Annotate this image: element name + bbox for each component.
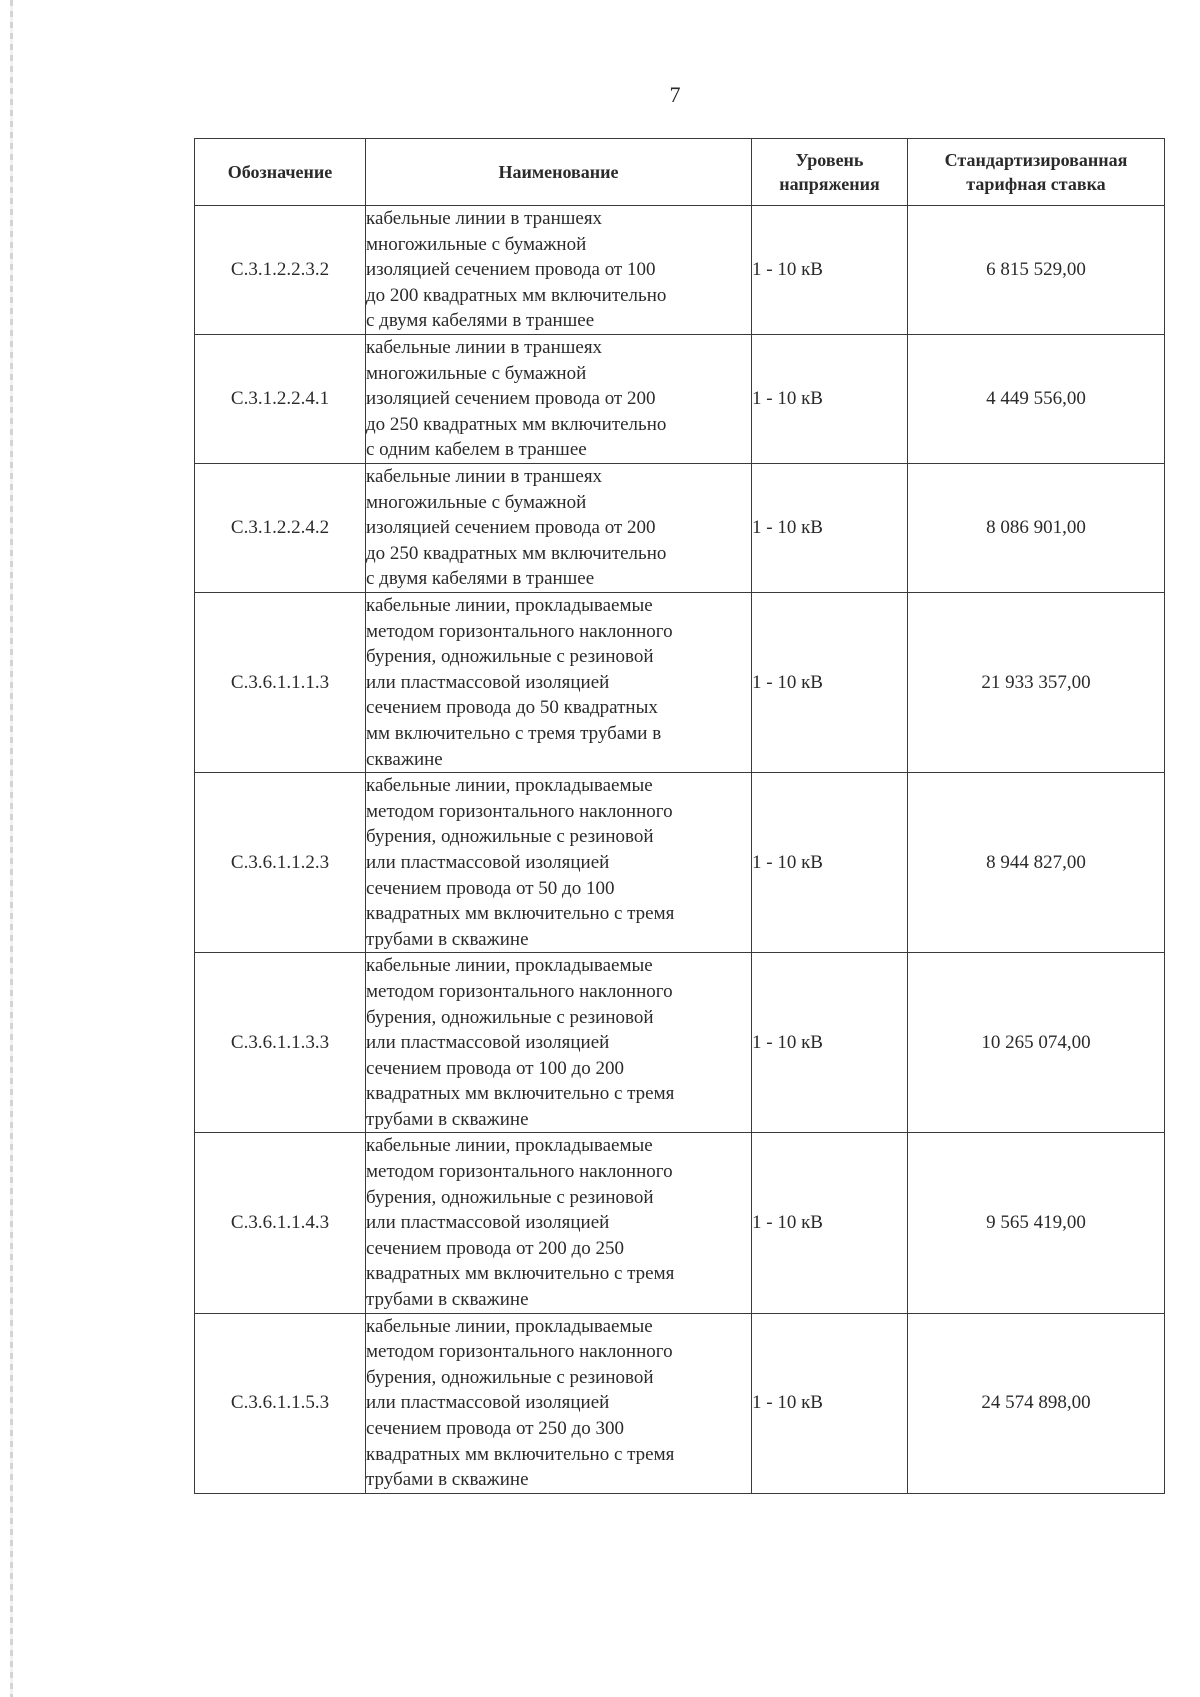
table-row	[195, 335, 1165, 464]
cell-name: кабельные линии, прокладываемые методом горизонтального наклонного бурения, одножильные с резиновой или пластмассовой изоляцией сечением провода от 250 до 300 квадратных мм включительно с тремя трубами в скважине	[366, 1313, 752, 1493]
cell-rate: 21 933 357,00	[908, 593, 1165, 773]
cell-voltage: 1 - 10 кВ	[752, 593, 908, 773]
cell-name: кабельные линии, прокладываемые методом горизонтального наклонного бурения, одножильные с резиновой или пластмассовой изоляцией сечением провода до 50 квадратных мм включительно с тремя трубами в скважине	[366, 593, 752, 773]
cell-voltage: 1 - 10 кВ	[752, 1133, 908, 1313]
header-name: Наименование	[366, 139, 752, 206]
table-row	[195, 593, 1165, 773]
cell-name: кабельные линии, прокладываемые методом горизонтального наклонного бурения, одножильные с резиновой или пластмассовой изоляцией сечением провода от 200 до 250 квадратных мм включительно с тремя трубами в скважине	[366, 1133, 752, 1313]
cell-code: С.3.6.1.1.2.3	[195, 773, 366, 953]
cell-voltage: 1 - 10 кВ	[752, 1313, 908, 1493]
header-rate: Стандартизированная тарифная ставка	[908, 139, 1165, 206]
cell-name: кабельные линии, прокладываемые методом горизонтального наклонного бурения, одножильные с резиновой или пластмассовой изоляцией сечением провода от 100 до 200 квадратных мм включительно с тремя трубами в скважине	[366, 953, 752, 1133]
table-row	[195, 773, 1165, 953]
cell-code: С.3.1.2.2.4.1	[195, 335, 366, 464]
table-row	[195, 1313, 1165, 1493]
table-row	[195, 953, 1165, 1133]
table-row	[195, 1133, 1165, 1313]
cell-rate: 9 565 419,00	[908, 1133, 1165, 1313]
cell-voltage: 1 - 10 кВ	[752, 773, 908, 953]
cell-voltage: 1 - 10 кВ	[752, 335, 908, 464]
cell-rate: 24 574 898,00	[908, 1313, 1165, 1493]
cell-voltage: 1 - 10 кВ	[752, 953, 908, 1133]
page-number: 7	[669, 82, 681, 107]
tariff-table	[194, 138, 1165, 1494]
cell-code: С.3.6.1.1.4.3	[195, 1133, 366, 1313]
cell-rate: 6 815 529,00	[908, 206, 1165, 335]
cell-rate: 10 265 074,00	[908, 953, 1165, 1133]
cell-code: С.3.1.2.2.4.2	[195, 464, 366, 593]
scan-edge-artifact	[10, 0, 13, 1697]
table-header-row	[195, 139, 1165, 206]
cell-code: С.3.6.1.1.3.3	[195, 953, 366, 1133]
cell-code: С.3.6.1.1.1.3	[195, 593, 366, 773]
table-row	[195, 464, 1165, 593]
cell-rate: 8 086 901,00	[908, 464, 1165, 593]
table-row	[195, 206, 1165, 335]
cell-voltage: 1 - 10 кВ	[752, 464, 908, 593]
cell-name: кабельные линии в траншеях многожильные с бумажной изоляцией сечением провода от 200 до 250 квадратных мм включительно с одним кабелем в траншее	[366, 335, 752, 464]
cell-code: С.3.6.1.1.5.3	[195, 1313, 366, 1493]
cell-name: кабельные линии в траншеях многожильные с бумажной изоляцией сечением провода от 200 до 250 квадратных мм включительно с двумя кабелями в траншее	[366, 464, 752, 593]
cell-name: кабельные линии в траншеях многожильные с бумажной изоляцией сечением провода от 100 до 200 квадратных мм включительно с двумя кабелями в траншее	[366, 206, 752, 335]
cell-name: кабельные линии, прокладываемые методом горизонтального наклонного бурения, одножильные с резиновой или пластмассовой изоляцией сечением провода от 50 до 100 квадратных мм включительно с тремя трубами в скважине	[366, 773, 752, 953]
header-code: Обозначение	[195, 139, 366, 206]
cell-code: С.3.1.2.2.3.2	[195, 206, 366, 335]
cell-voltage: 1 - 10 кВ	[752, 206, 908, 335]
cell-rate: 4 449 556,00	[908, 335, 1165, 464]
cell-rate: 8 944 827,00	[908, 773, 1165, 953]
header-voltage: Уровень напряжения	[752, 139, 908, 206]
